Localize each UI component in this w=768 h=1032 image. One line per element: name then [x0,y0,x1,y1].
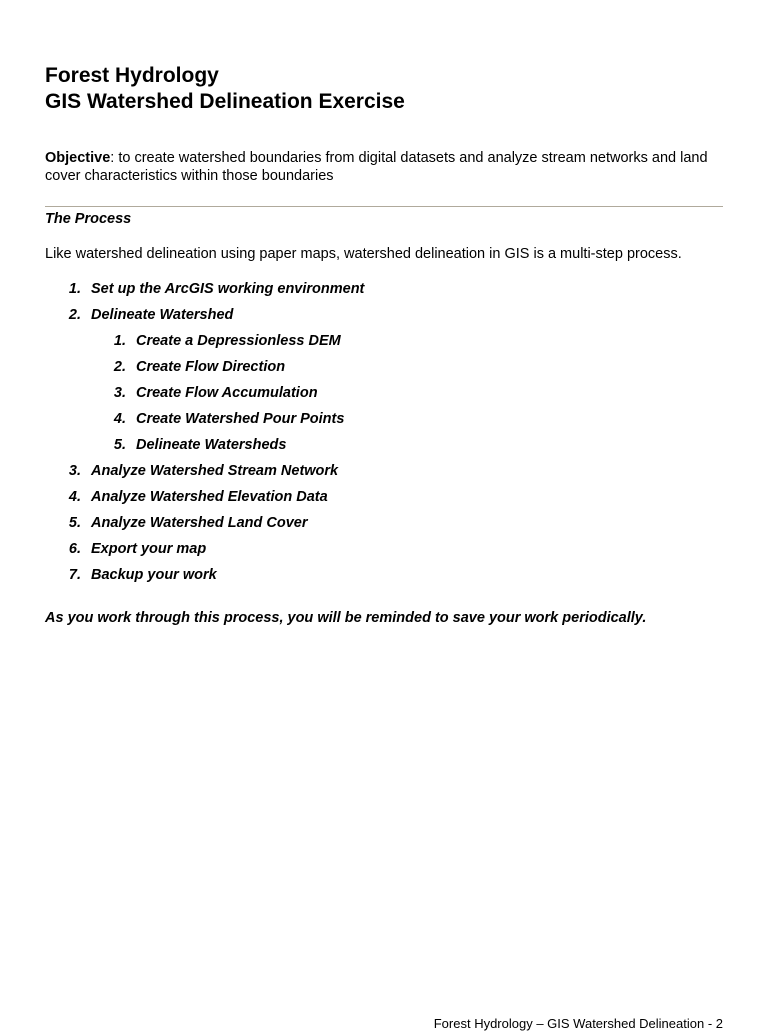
substep-number: 5. [113,437,126,453]
step-item [0,280,768,306]
step-item [0,462,768,488]
substep-text: Create Flow Direction [136,359,286,375]
substep-text: Delineate Watersheds [136,437,287,453]
substep-number: 2. [113,359,126,375]
step-text: Export your map [91,541,207,557]
step-item [0,514,768,540]
process-steps-list [0,280,768,592]
substep-item [0,436,768,462]
step-item [0,488,768,514]
step-item [0,566,768,592]
substep-item [0,332,768,358]
page-footer: Forest Hydrology – GIS Watershed Delineation - 2 [433,1016,723,1031]
substep-item [0,358,768,384]
section-divider [45,206,723,207]
step-number: 6. [68,541,81,557]
save-reminder: As you work through this process, you will be reminded to save your work periodically. [45,610,647,626]
process-intro: Like watershed delineation using paper maps, watershed delineation in GIS is a multi-step process. [45,246,682,262]
title-line-1: Forest Hydrology [45,64,219,87]
substep-item [0,410,768,436]
step-text: Analyze Watershed Land Cover [91,515,308,531]
substep-text: Create Flow Accumulation [136,385,318,401]
process-heading: The Process [45,211,132,227]
step-item [0,540,768,566]
objective-label: Objective [45,150,111,166]
step-number: 4. [68,489,81,505]
step-text: Backup your work [91,567,217,583]
step-number: 2. [68,307,81,323]
substep-number: 3. [113,385,126,401]
substep-text: Create a Depressionless DEM [136,333,341,349]
title-line-2: GIS Watershed Delineation Exercise [45,90,405,113]
document-title [45,63,405,115]
step-number: 3. [68,463,81,479]
step-number: 7. [68,567,81,583]
step-text: Delineate Watershed [91,307,234,323]
objective-paragraph [45,150,725,185]
step-text: Set up the ArcGIS working environment [91,281,365,297]
substep-number: 4. [113,411,126,427]
step-item [0,306,768,332]
substep-text: Create Watershed Pour Points [136,411,345,427]
substep-number: 1. [113,333,126,349]
step-text: Analyze Watershed Elevation Data [91,489,328,505]
step-number: 1. [68,281,81,297]
substep-item [0,384,768,410]
objective-text: : to create watershed boundaries from digital datasets and analyze stream networks and land cover characteristics within those boundaries [45,150,708,184]
step-number: 5. [68,515,81,531]
step-text: Analyze Watershed Stream Network [91,463,339,479]
